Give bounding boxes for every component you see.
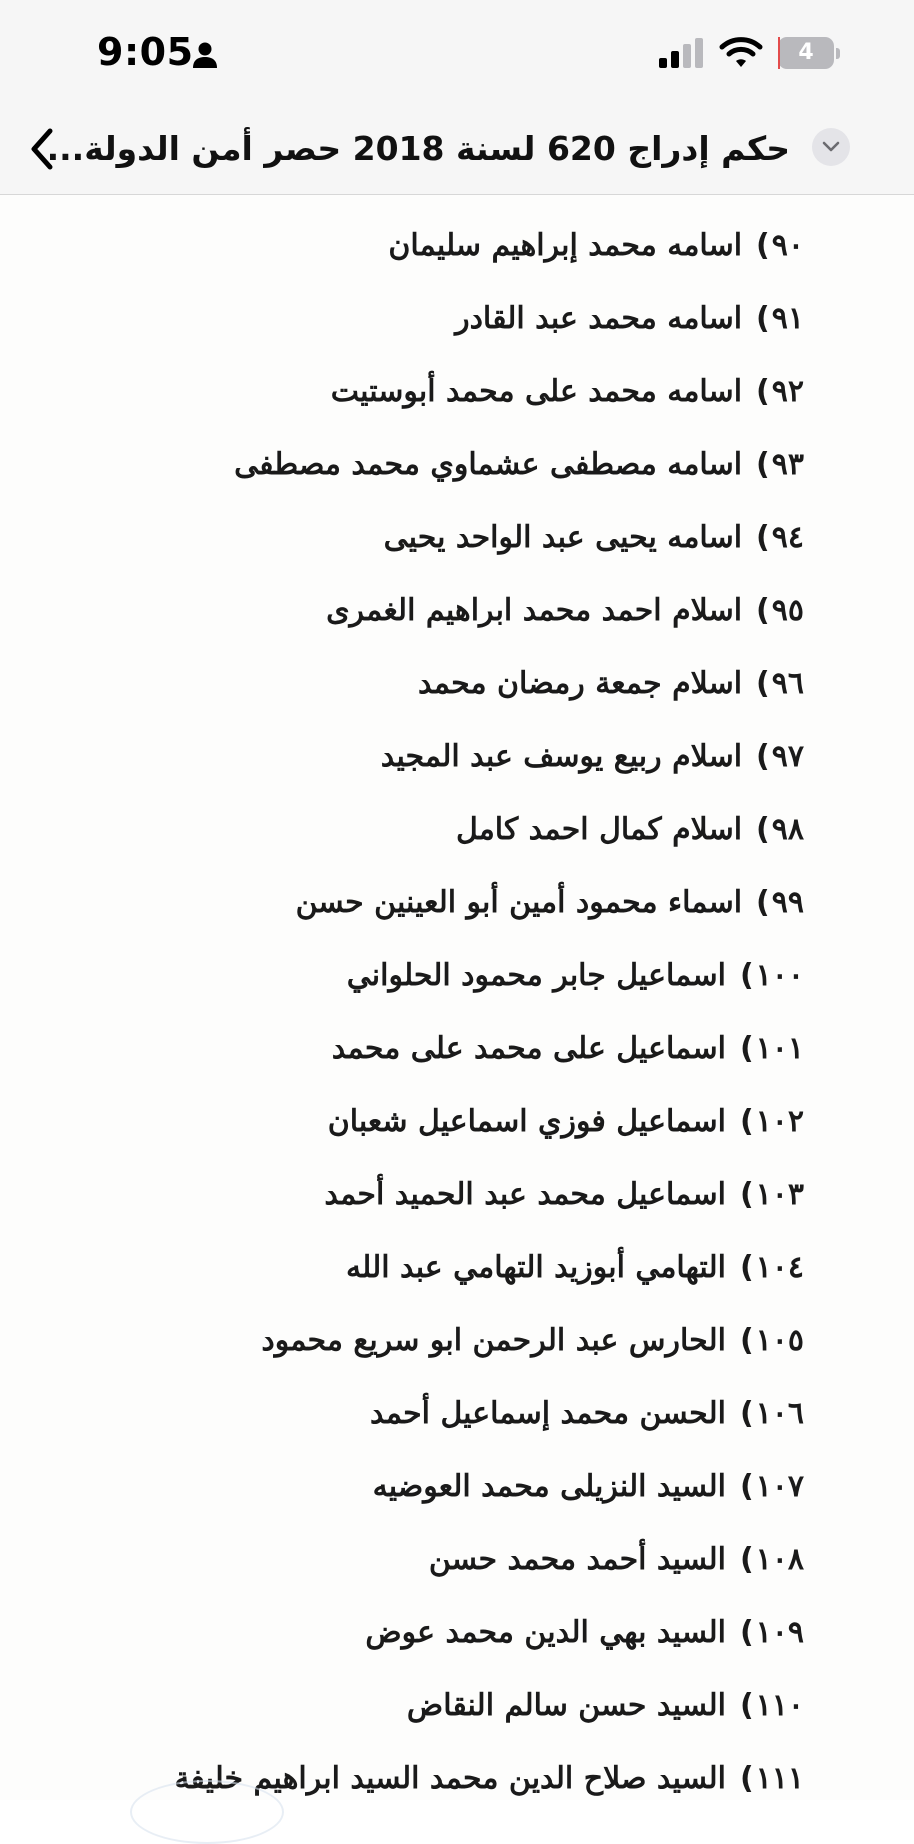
item-number: ٩٦ xyxy=(771,665,804,701)
list-item xyxy=(328,1091,804,1151)
item-number: ٩٥ xyxy=(771,592,804,628)
item-name: التهامي أبوزيد التهامي عبد الله xyxy=(346,1249,726,1285)
wifi-icon xyxy=(720,36,762,68)
list-item xyxy=(429,1529,804,1589)
item-name: الحارس عبد الرحمن ابو سريع محمود xyxy=(261,1322,726,1358)
list-item xyxy=(455,288,804,348)
item-number: ١٠٤ xyxy=(755,1249,804,1285)
list-item xyxy=(373,1456,804,1516)
item-separator: ) xyxy=(739,1541,754,1577)
item-name: الحسن محمد إسماعيل أحمد xyxy=(370,1395,726,1431)
document-page xyxy=(0,195,914,1800)
item-name: السيد بهي الدين محمد عوض xyxy=(365,1614,726,1650)
item-name: اسلام احمد محمد ابراهيم الغمرى xyxy=(326,592,743,628)
item-name: اسلام ربيع يوسف عبد المجيد xyxy=(380,738,743,774)
item-name: اسماعيل فوزي اسماعيل شعبان xyxy=(327,1103,726,1139)
item-name: اسلام جمعة رمضان محمد xyxy=(418,665,743,701)
document-title[interactable]: حكم إدراج 620 لسنة 2018 حصر أمن الدولة... xyxy=(46,129,790,168)
list-item xyxy=(388,215,804,275)
item-number: ٩٧ xyxy=(771,738,804,774)
item-separator: ) xyxy=(739,1176,754,1212)
item-separator: ) xyxy=(739,1103,754,1139)
item-separator: ) xyxy=(756,300,770,336)
battery-level: 4 xyxy=(798,40,814,65)
list-item xyxy=(346,1237,804,1297)
item-number: ١٠١ xyxy=(755,1030,804,1066)
item-number: ١٠٦ xyxy=(755,1395,804,1431)
item-number: ١٠٢ xyxy=(755,1103,804,1139)
item-separator: ) xyxy=(739,1468,754,1504)
list-item xyxy=(347,945,804,1005)
item-number: ١٠٠ xyxy=(755,957,804,993)
item-number: ١٠٨ xyxy=(755,1541,804,1577)
list-item xyxy=(456,799,804,859)
item-number: ١٠٥ xyxy=(755,1322,804,1358)
list-item xyxy=(418,653,804,713)
list-item xyxy=(407,1675,804,1735)
item-number: ٩٢ xyxy=(771,373,804,409)
item-separator: ) xyxy=(739,1760,754,1796)
item-name: اسلام كمال احمد كامل xyxy=(456,811,743,847)
item-separator: ) xyxy=(756,446,770,482)
item-number: ٩٨ xyxy=(771,811,804,847)
title-dropdown-button[interactable] xyxy=(812,128,850,166)
item-separator: ) xyxy=(739,957,754,993)
item-name: اسامه مصطفى عشماوي محمد مصطفى xyxy=(234,446,743,482)
list-item xyxy=(261,1310,804,1370)
item-number: ٩٤ xyxy=(771,519,804,555)
item-name: اسماعيل محمد عبد الحميد أحمد xyxy=(324,1176,726,1212)
list-item xyxy=(384,507,804,567)
item-separator: ) xyxy=(739,1687,754,1723)
item-name: السيد أحمد محمد حسن xyxy=(428,1541,726,1577)
status-time: 9:05 xyxy=(97,30,194,74)
item-number: ١٠٧ xyxy=(755,1468,804,1504)
battery-icon xyxy=(778,37,840,71)
item-number: ٩١ xyxy=(771,300,804,336)
item-name: السيد النزيلى محمد العوضيه xyxy=(372,1468,726,1504)
list-item xyxy=(296,872,804,932)
list-item xyxy=(234,434,804,494)
person-icon xyxy=(192,41,218,69)
item-separator: ) xyxy=(756,811,770,847)
item-name: اسماعيل جابر محمود الحلواني xyxy=(346,957,726,993)
item-name: اسماء محمود أمين أبو العينين حسن xyxy=(295,884,743,920)
signal-icon xyxy=(659,38,705,68)
item-separator: ) xyxy=(756,519,770,555)
list-item xyxy=(370,1383,804,1443)
item-name: اسامه محمد عبد القادر xyxy=(455,300,743,336)
item-name: السيد صلاح الدين محمد السيد ابراهيم خليفة xyxy=(174,1760,726,1796)
item-separator: ) xyxy=(756,665,770,701)
item-number: ١٠٣ xyxy=(755,1176,804,1212)
item-number: ١١٠ xyxy=(755,1687,804,1723)
list-item xyxy=(326,580,804,640)
item-separator: ) xyxy=(739,1614,754,1650)
list-item xyxy=(365,1602,804,1662)
item-name: اسامه محمد إبراهيم سليمان xyxy=(388,227,743,263)
item-separator: ) xyxy=(739,1249,754,1285)
list-item xyxy=(332,1018,804,1078)
list-item xyxy=(331,361,804,421)
item-separator: ) xyxy=(756,884,770,920)
status-bar xyxy=(0,0,914,104)
list-item xyxy=(381,726,804,786)
item-name: اسماعيل على محمد على محمد xyxy=(331,1030,726,1066)
item-separator: ) xyxy=(756,373,770,409)
item-separator: ) xyxy=(756,592,770,628)
item-name: اسامه يحيى عبد الواحد يحيى xyxy=(383,519,743,555)
item-separator: ) xyxy=(739,1395,754,1431)
item-name: السيد حسن سالم النقاض xyxy=(406,1687,726,1723)
item-separator: ) xyxy=(756,227,770,263)
item-separator: ) xyxy=(756,738,770,774)
item-number: ١١١ xyxy=(755,1760,804,1796)
list-item xyxy=(324,1164,804,1224)
item-separator: ) xyxy=(739,1322,754,1358)
item-number: ١٠٩ xyxy=(755,1614,804,1650)
item-number: ٩٩ xyxy=(771,884,804,920)
chevron-down-icon xyxy=(822,141,840,153)
item-number: ٩٠ xyxy=(771,227,804,263)
item-name: اسامه محمد على محمد أبوستيت xyxy=(330,373,743,409)
stamp-watermark xyxy=(130,1780,284,1844)
item-separator: ) xyxy=(739,1030,754,1066)
item-number: ٩٣ xyxy=(771,446,804,482)
navigation-bar xyxy=(0,104,914,195)
